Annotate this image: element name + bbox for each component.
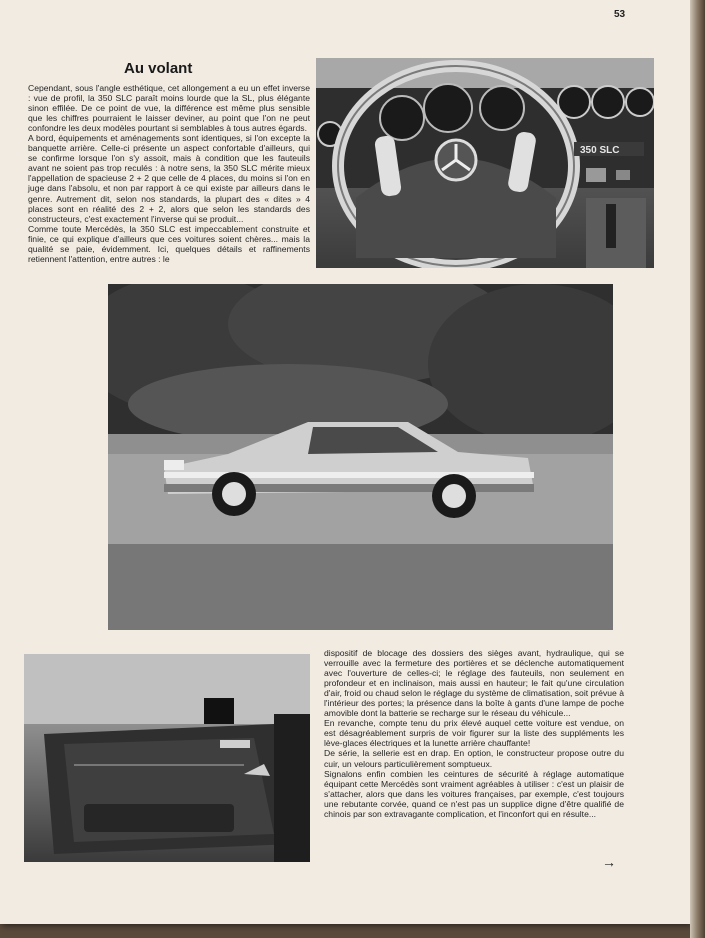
paragraph: Cependant, sous l'angle esthétique, cet allongement a eu un effet inverse : vue de profil, la 350 SLC paraît moins lourde que la SL, plus élégante sinon effilée. De ce point de vue, la différence est même plus sensible que les chiffres pourraient le laisser deviner, au point que l'on ne peut confondre les deux modèles pourtant si semblables à tous autres égards. (28, 83, 310, 134)
paragraph: Signalons enfin combien les ceintures de sécurité à réglage automatique équipant cette Mercédès sont vraiment agréables à utiliser : c'est un plaisir de s'attacher, alors que dans les voitures françaises, par exemple, c'est toujours une rebutante corvée, quand ce n'est pas un supplice digne d'être qualifié de chinois par son extravagante complication, et l'inconfort qui en résulte... (324, 768, 624, 819)
dashboard-badge: 350 SLC (580, 145, 620, 156)
dashboard-photo (316, 58, 654, 268)
paragraph: De série, la sellerie est en drap. En option, le constructeur propose outre du cuir, un velours particulièrement somptueux. (324, 748, 624, 769)
article-column-bottom (324, 648, 624, 819)
car-side-photo (108, 284, 613, 630)
page-edge (690, 0, 705, 938)
paragraph: dispositif de blocage des dossiers des sièges avant, hydraulique, qui se verrouille avec la fermeture des portières et se déclenche automatiquement avec l'ouverture de celles-ci; le réglage des fauteuils, non seulement en profondeur et en inclinaison, mais aussi en hauteur; le fait qu'une circulation d'air, froid ou chaud selon le réglage du système de climatisation, soit prévue à l'intérieur des portes; la présence dans la boîte à gants d'une lampe de poche amovible dont la batterie se recharge sur le réseau du véhicule... (324, 648, 624, 719)
paragraph: En revanche, compte tenu du prix élevé auquel cette voiture est vendue, on est désagréablement surpris de voir figurer sur la liste des suppléments les lève-glaces électriques et la lunette arrière chauffante! (324, 718, 624, 749)
page-number: 53 (614, 9, 626, 20)
paragraph: A bord, équipements et aménagements sont identiques, si l'on excepte la banquette arrière. Celle-ci présente un aspect confortable d'ailleurs, qui se confirme lorsque l'on s'y assoit, mais à condition que les fauteuils avant ne soient pas trop reculés : à notre sens, la 350 SLC mérite mieux l'appellation de spacieuse 2 + 2 que celle de 4 places, du moins si l'on en juge dans l'absolu, et non par rapport à ce qui existe par ailleurs dans le genre. Autrement dit, selon nos standards, la plupart des « dites » 4 places sont en réalité des 2 + 2, alors que selon les standards des constructeurs, c'est exactement l'inverse qui se produit... (28, 133, 310, 224)
paragraph: Comme toute Mercédès, la 350 SLC est impeccablement construite et finie, ce qui explique d'ailleurs que ces voitures soient chères... mais la qualité se paie, évidemment. Ici, quelques détails et raffinements retiennent l'attention, entre autres : le (28, 223, 310, 264)
article-column-top (28, 83, 310, 264)
continue-arrow-icon: → (602, 854, 616, 870)
door-interior-photo (24, 654, 310, 862)
article-heading: Au volant (124, 60, 193, 77)
